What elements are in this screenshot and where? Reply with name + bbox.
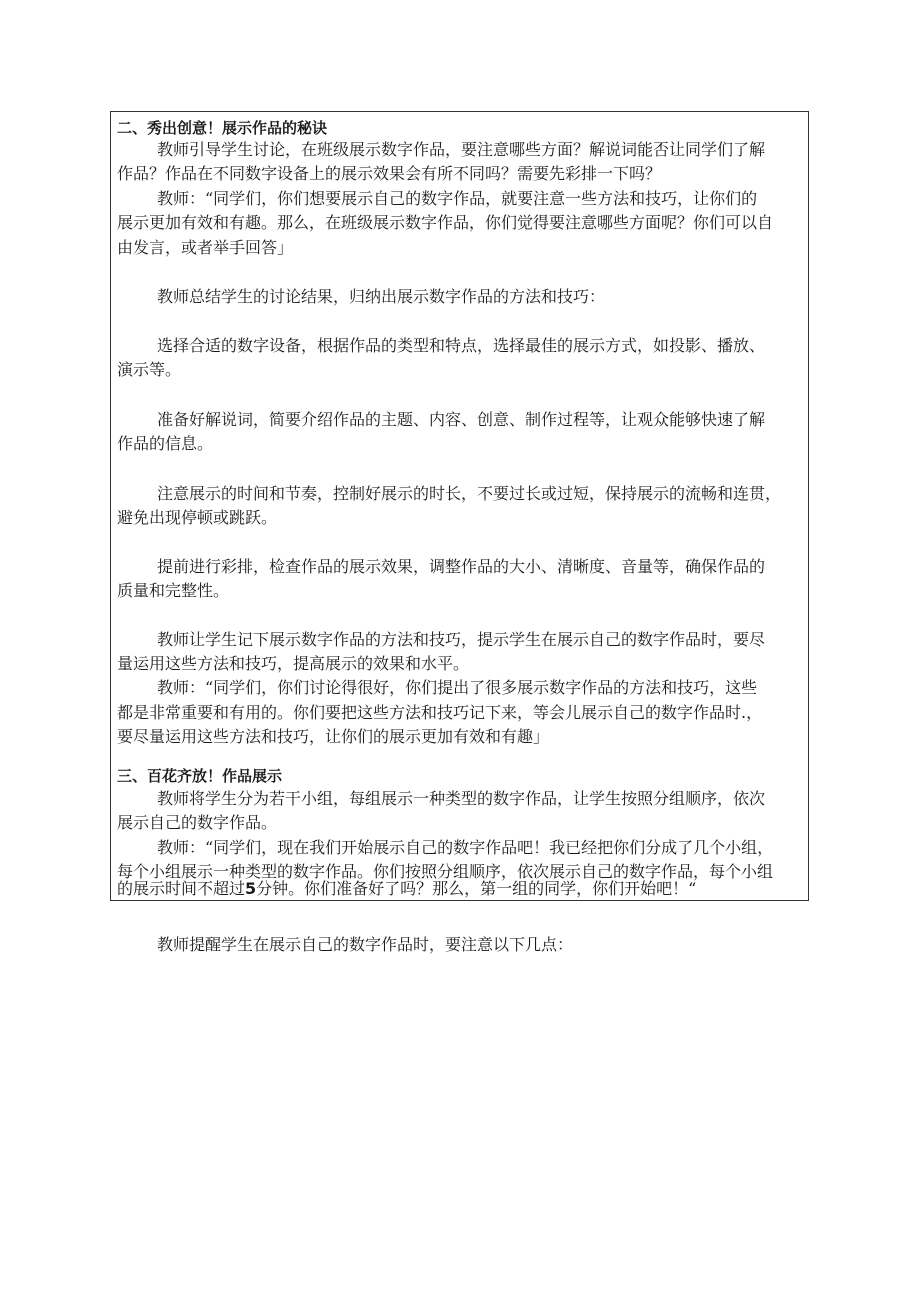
paragraph-line: 展示更加有效和有趣。那么，在班级展示数字作品，你们觉得要注意哪些方面呢？你们可以自 (117, 213, 774, 232)
paragraph-line: 展示自己的数字作品。 (117, 813, 278, 832)
paragraph-line: 都是非常重要和有用的。你们要把这些方法和技巧记下来，等会儿展示自己的数字作品时.， (117, 703, 763, 722)
paragraph-line: 由发言，或者举手回答」 (117, 238, 294, 257)
footer-paragraph: 教师提醒学生在展示自己的数字作品时，要注意以下几点： (157, 935, 574, 954)
paragraph-line: 质量和完整性。 (117, 581, 230, 600)
paragraph-line: 准备好解说词，简要介绍作品的主题、内容、创意、制作过程等，让观众能够快速了解 (157, 410, 766, 429)
time-limit-number: 5 (245, 879, 257, 898)
paragraph-line: 注意展示的时间和节奏，控制好展示的时长，不要过长或过短，保持展示的流畅和连贯， (157, 484, 782, 503)
paragraph-line: 每个小组展示一种类型的数字作品。你们按照分组顺序，依次展示自己的数字作品，每个小组 (117, 862, 774, 881)
paragraph-line: 要尽量运用这些方法和技巧，让你们的展示更加有效和有趣」 (117, 727, 550, 746)
paragraph-line: 教师总结学生的讨论结果，归纳出展示数字作品的方法和技巧： (157, 287, 606, 306)
paragraph-line-last (117, 877, 696, 901)
section2-heading: 二、秀出创意！展示作品的秘诀 (117, 119, 328, 137)
paragraph-line: 量运用这些方法和技巧，提高展示的效果和水平。 (117, 654, 470, 673)
lesson-content-box (110, 111, 809, 901)
paragraph-line: 选择合适的数字设备，根据作品的类型和特点，选择最佳的展示方式，如投影、播放、 (157, 336, 766, 355)
paragraph-line: 避免出现停顿或跳跃。 (117, 508, 278, 527)
paragraph-line: 提前进行彩排，检查作品的展示效果，调整作品的大小、清晰度、音量等，确保作品的 (157, 557, 766, 576)
last-line-after: 分钟。你们准备好了吗？那么，第一组的同学，你们开始吧！“ (256, 879, 697, 898)
paragraph-line: 教师引导学生讨论，在班级展示数字作品，要注意哪些方面？解说词能否让同学们了解 (157, 140, 766, 159)
paragraph-line: 作品的信息。 (117, 434, 214, 453)
paragraph-line: 演示等。 (117, 360, 182, 379)
paragraph-line: 教师将学生分为若干小组，每组展示一种类型的数字作品，让学生按照分组顺序，依次 (157, 789, 766, 808)
section3-heading: 三、百花齐放！作品展示 (117, 767, 283, 785)
paragraph-line: 教师：“同学们，现在我们开始展示自己的数字作品吧！我已经把你们分成了几个小组， (157, 838, 774, 857)
paragraph-line: 作品？作品在不同数字设备上的展示效果会有所不同吗？需要先彩排一下吗？ (117, 164, 662, 183)
paragraph-line: 教师：“同学们，你们想要展示自己的数字作品，就要注意一些方法和技巧，让你们的 (157, 189, 758, 208)
paragraph-line: 教师：“同学们，你们讨论得很好，你们提出了很多展示数字作品的方法和技巧，这些 (157, 678, 758, 697)
paragraph-line: 教师让学生记下展示数字作品的方法和技巧，提示学生在展示自己的数字作品时，要尽 (157, 630, 766, 649)
last-line-before: 的展示时间不超过 (117, 879, 246, 898)
